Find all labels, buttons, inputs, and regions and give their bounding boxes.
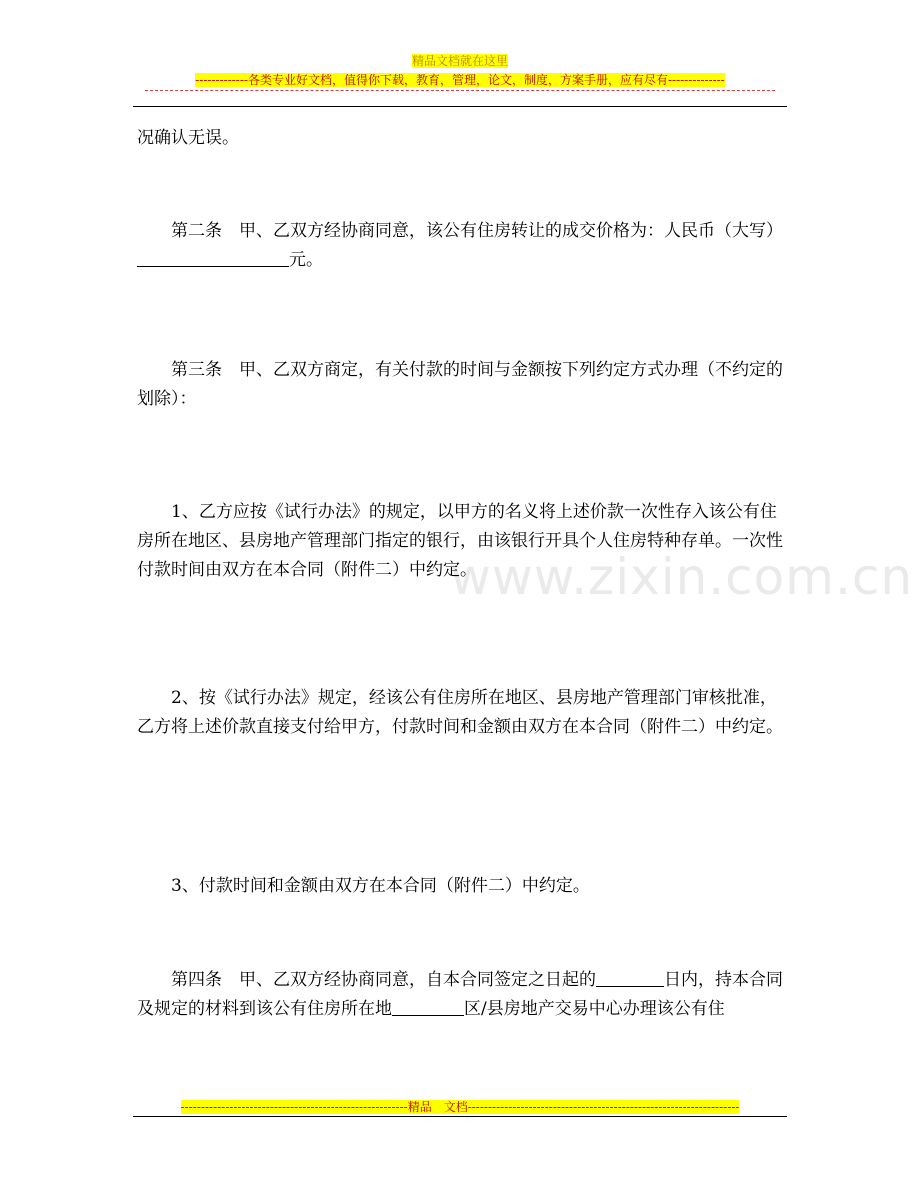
days-blank bbox=[596, 968, 664, 987]
paragraph-article-4: 第四条 甲、乙双方经协商同意，自本合同签定之日起的 日内，持本合同及规定的材料到该公有住房所在地 区/县房地产交易中心办理该公有住 bbox=[137, 970, 783, 1019]
paragraph-article-3: 第三条 甲、乙双方商定，有关付款的时间与金额按下列约定方式办理（不约定的划除）： bbox=[137, 360, 783, 409]
footer-text: --------------------------------------------------------精品 文档------------------------------------------------------------------- bbox=[180, 1100, 740, 1114]
header-title: 精品文档就在这里 bbox=[411, 54, 508, 68]
watermark: www.zixin.com.cn bbox=[450, 548, 914, 606]
footer-rule bbox=[133, 1116, 787, 1117]
paragraph-item-2: 2、按《试行办法》规定，经该公有住房所在地区、县房地产管理部门审核批准，乙方将上述价款直接支付给甲方，付款时间和金额由双方在本合同（附件二）中约定。 bbox=[137, 688, 783, 737]
paragraph-continuation: 况确认无误。 bbox=[137, 128, 239, 148]
district-blank bbox=[392, 997, 464, 1016]
paragraph-article-2: 第二条 甲、乙双方经协商同意，该公有住房转让的成交价格为：人民币（大写）元。 bbox=[137, 217, 787, 275]
paragraph-item-3: 3、付款时间和金额由双方在本合同（附件二）中约定。 bbox=[171, 876, 590, 896]
paragraph-item-1: 1、乙方应按《试行办法》的规定，以甲方的名义将上述价款一次性存入该公有住房所在地区、县房地产管理部门指定的银行，由该银行开具个人住房特种存单。一次性付款时间由双方在本合同（附件二）中约定。 bbox=[137, 502, 783, 580]
header-rule bbox=[133, 106, 787, 107]
header-subtitle: -------------各类专业好文档，值得你下载，教育，管理，论文，制度，方案手册，应有尽有-------------- bbox=[195, 73, 725, 87]
price-blank bbox=[137, 248, 289, 267]
header-dashed-line bbox=[145, 90, 775, 101]
